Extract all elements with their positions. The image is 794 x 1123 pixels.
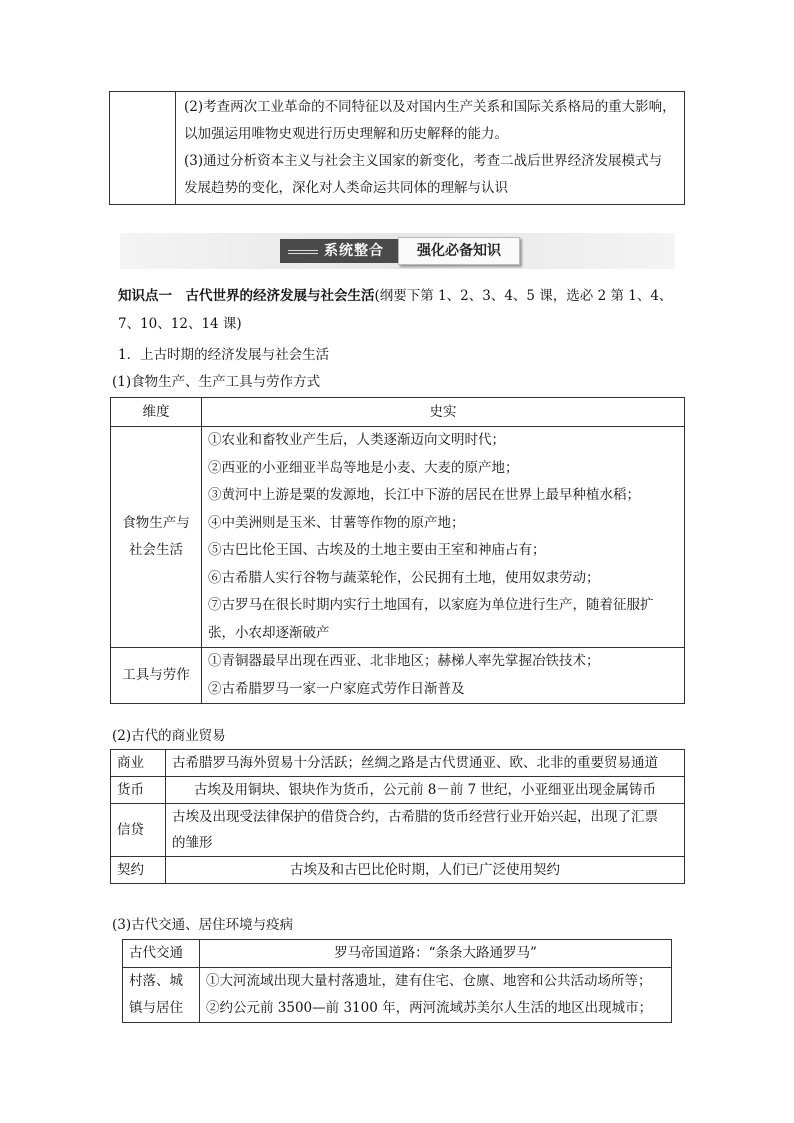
fact-line: ①农业和畜牧业产生后，人类逐渐迈向文明时代； [208, 432, 505, 448]
commerce-table [110, 749, 685, 884]
row-label: 镇与居住 [129, 1000, 183, 1016]
table-row [111, 750, 685, 777]
banner-right-text: 强化必备知识 [417, 243, 501, 259]
fact-line: ②约公元前 3500—前 3100 年，两河流域苏美尔人生活的地区出现城市； [206, 1000, 653, 1016]
top-table-content-cell [176, 92, 685, 205]
fact-line: 张，小农却逐渐破产 [208, 624, 330, 641]
row-label: 村落、城 [129, 973, 183, 989]
subsection-heading: (1)食物生产、生产工具与劳作方式 [112, 374, 321, 390]
section-banner [120, 233, 675, 269]
row-label-cell: 货币 [111, 777, 166, 804]
top-line: 发展趋势的变化，深化对人类命运共同体的理解与认识 [184, 180, 508, 196]
fact-line: ①大河流域出现大量村落遗址，建有住宅、仓廪、地窖和公共活动场所等； [206, 973, 652, 989]
fact-line: ⑤古巴比伦王国、古埃及的土地主要由王室和神庙占有； [208, 542, 546, 558]
row-content-cell [200, 968, 672, 1023]
knowledge-point-scope: (纲要下第 1、2、3、4、5 课，选必 2 第 1、4、 [374, 288, 673, 304]
subsection-heading: (3)古代交通、居住环境与疫病 [112, 917, 294, 933]
top-table-label-cell [110, 92, 176, 205]
fact-line: ⑦古罗马在很长时期内实行土地国有，以家庭为单位进行生产，随着征服扩 [208, 597, 654, 613]
table-row [111, 777, 685, 804]
row-content-cell [202, 648, 685, 704]
fact-line: 的雏形 [172, 835, 213, 851]
fact-line: ②古希腊罗马一家一户家庭式劳作日渐普及 [208, 680, 465, 697]
top-line: (2)考查两次工业革命的不同特征以及对国内生产关系和国际关系格局的重大影响， [184, 99, 676, 115]
table-row [123, 968, 672, 1023]
row-label-cell: 古代交通 [123, 940, 200, 968]
knowledge-point-title: 知识点一 古代世界的经济发展与社会生活 [118, 288, 375, 304]
table-row [123, 940, 672, 968]
row-label-cell: 信贷 [111, 804, 166, 857]
fact-line: ②西亚的小亚细亚半岛等地是小麦、大麦的原产地； [208, 459, 519, 476]
row-content-cell: 古希腊罗马海外贸易十分活跃；丝绸之路是古代贯通亚、欧、北非的重要贸易通道 [166, 750, 685, 777]
table-header-row [111, 398, 685, 427]
row-label: 食物生产与 [122, 515, 190, 531]
fact-line: ③黄河中上游是粟的发源地，长江中下游的居民在世界上最早种植水稻； [208, 487, 640, 503]
row-label-cell [123, 968, 200, 1023]
table-row [111, 804, 685, 857]
row-label-cell [111, 427, 202, 648]
row-content-cell: 古埃及用铜块、银块作为货币，公元前 8－前 7 世纪，小亚细亚出现金属铸币 [166, 777, 685, 804]
section-heading: 1．上古时期的经济发展与社会生活 [118, 347, 330, 363]
banner-left-text: 系统整合 [324, 243, 384, 259]
header-cell: 维度 [111, 398, 202, 427]
fact-line: ④中美洲则是玉米、甘薯等作物的原产地； [208, 514, 465, 531]
top-line: 以加强运用唯物史观进行历史理解和历史解释的能力。 [184, 126, 508, 142]
banner-light-block [398, 237, 520, 265]
subsection-heading: (2)古代的商业贸易 [112, 728, 226, 744]
row-content-cell [166, 804, 685, 857]
header-cell: 史实 [202, 398, 685, 427]
table-row [111, 648, 685, 704]
food-production-table [110, 397, 685, 704]
fact-line: ①青铜器最早出现在西亚、北非地区；赫梯人率先掌握冶铁技术； [208, 653, 600, 669]
fact-line: ⑥古希腊人实行谷物与蔬菜轮作，公民拥有土地，使用奴隶劳动； [208, 569, 600, 586]
table-row [111, 857, 685, 884]
row-label-cell: 契约 [111, 857, 166, 884]
banner-lines-icon [288, 250, 318, 254]
top-continuation-table [109, 91, 685, 205]
fact-line: 古埃及出现受法律保护的借贷合约，古希腊的货币经营行业开始兴起，出现了汇票 [172, 809, 658, 825]
table-row [111, 427, 685, 648]
knowledge-point-scope-cont: 7、10、12、14 课) [118, 316, 242, 332]
row-content-cell: 罗马帝国道路：“条条大路通罗马” [200, 940, 672, 968]
row-label-cell: 工具与劳作 [111, 648, 202, 704]
row-label: 社会生活 [129, 542, 183, 558]
row-label-cell: 商业 [111, 750, 166, 777]
top-line: (3)通过分析资本主义与社会主义国家的新变化，考查二战后世界经济发展模式与 [184, 153, 663, 169]
transport-housing-table [122, 939, 672, 1023]
row-content-cell: 古埃及和古巴比伦时期，人们已广泛使用契约 [166, 857, 685, 884]
row-content-cell [202, 427, 685, 648]
knowledge-point-heading [118, 284, 672, 304]
